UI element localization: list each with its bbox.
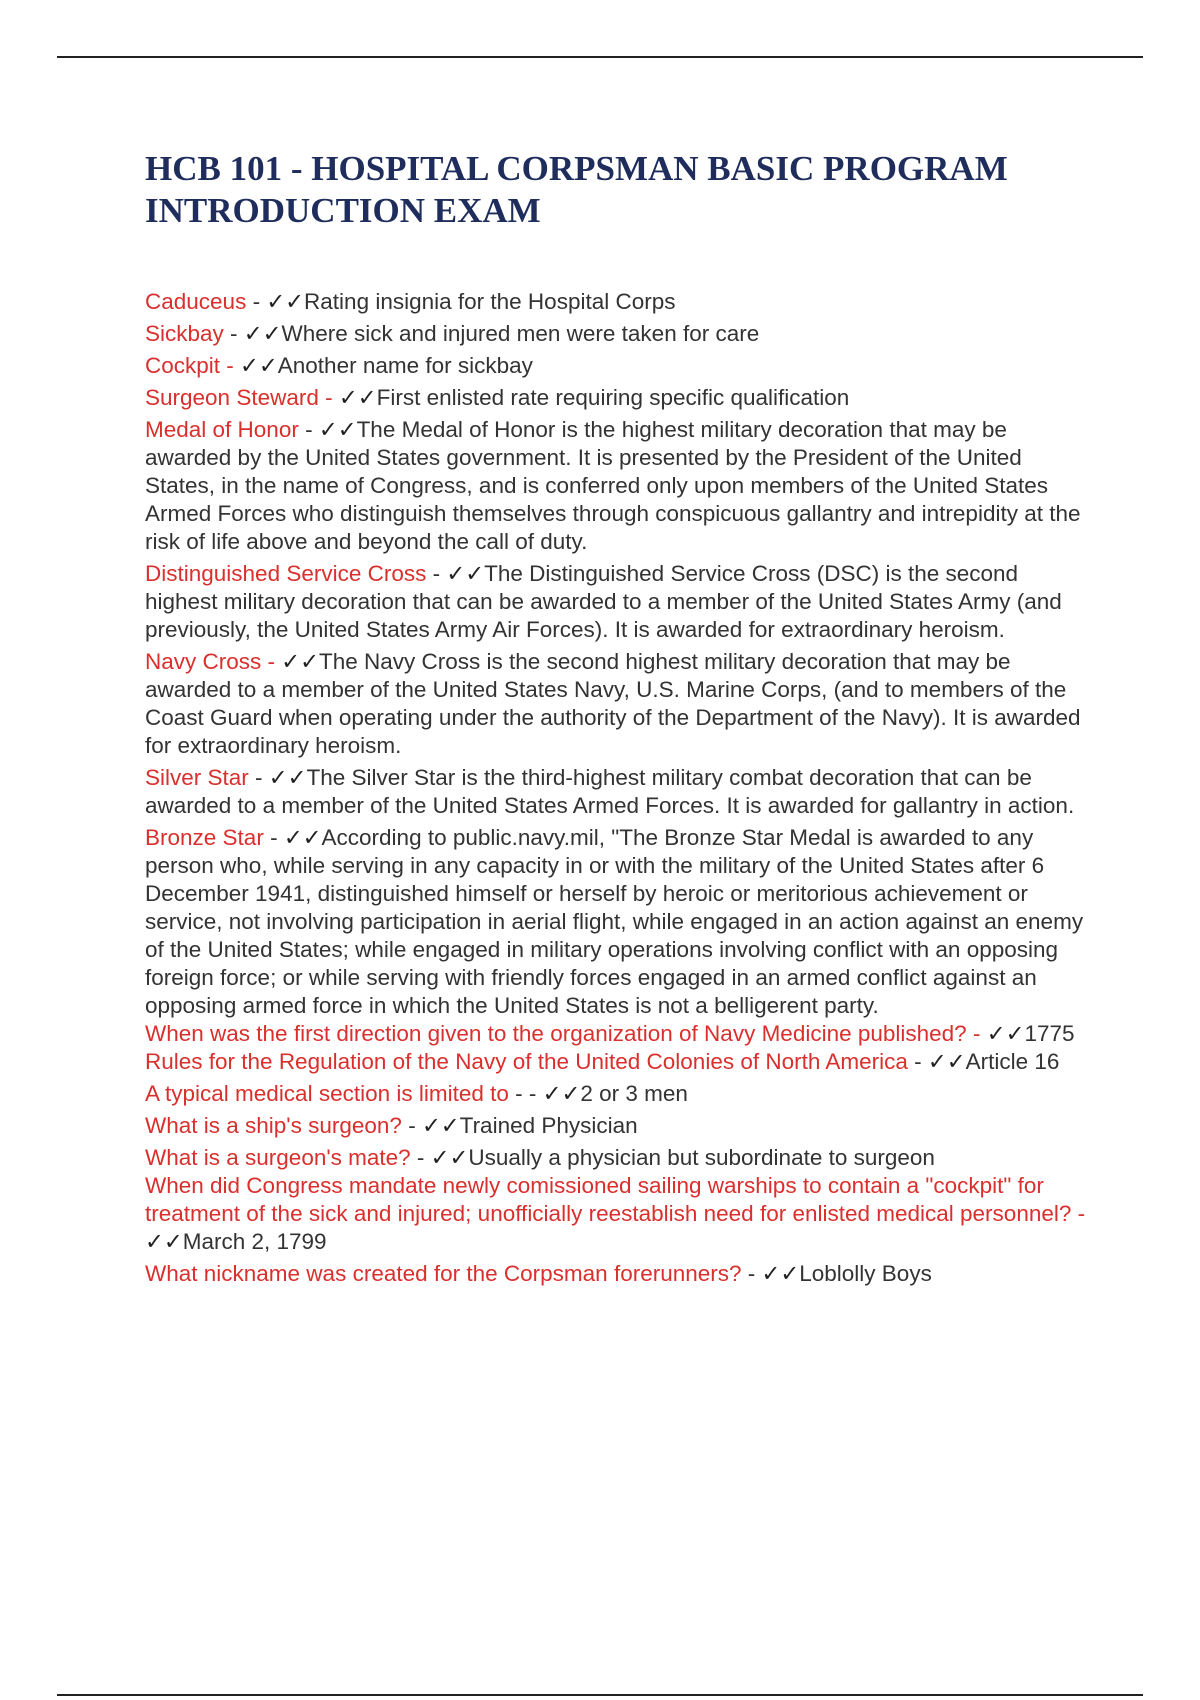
flashcard-entry [145, 1112, 1095, 1140]
answer: Article 16 [965, 1049, 1060, 1074]
flashcard-entry [145, 824, 1095, 1020]
term: Navy Cross - [145, 649, 276, 674]
flashcard-entry [145, 1080, 1095, 1108]
flashcard-entry [145, 648, 1095, 760]
answer: The Silver Star is the third-highest military combat decoration that can be awarded to a member of the United States Armed Forces. It is awarded for gallantry in action. [145, 765, 1075, 818]
check-icon: ✓✓ [145, 1229, 183, 1254]
term: When did Congress mandate newly comissioned sailing warships to contain a "cockpit" for treatment of the sick and injured; unofficially reestablish need for enlisted medical personnel? - [145, 1173, 1086, 1226]
check-icon: ✓✓ [421, 1113, 460, 1138]
answer: Loblolly Boys [799, 1261, 932, 1286]
flashcard-entry [145, 384, 1095, 412]
flashcard-entry [145, 416, 1095, 556]
check-icon: ✓✓ [542, 1081, 581, 1106]
check-icon: ✓✓ [281, 649, 319, 674]
term: Surgeon Steward - [145, 385, 333, 410]
answer: 1775 [1024, 1021, 1075, 1046]
check-icon: ✓✓ [430, 1145, 469, 1170]
check-icon: ✓✓ [283, 825, 322, 850]
term: Sickbay [145, 321, 224, 346]
term: A typical medical section is limited to [145, 1081, 509, 1106]
check-icon: ✓✓ [338, 385, 377, 410]
check-icon: ✓✓ [243, 321, 282, 346]
answer: Usually a physician but subordinate to surgeon [468, 1145, 935, 1170]
flashcard-entry [145, 288, 1095, 316]
term: Cockpit - [145, 353, 234, 378]
separator: - [410, 1145, 431, 1170]
term: Distinguished Service Cross [145, 561, 427, 586]
check-icon: ✓✓ [986, 1021, 1025, 1046]
bottom-rule [57, 1694, 1143, 1696]
flashcard-entry [145, 320, 1095, 348]
term: What is a ship's surgeon? [145, 1113, 402, 1138]
separator: - [741, 1261, 762, 1286]
answer: Another name for sickbay [277, 353, 533, 378]
top-rule [57, 56, 1143, 58]
check-icon: ✓✓ [927, 1049, 966, 1074]
answer: Where sick and injured men were taken for care [281, 321, 760, 346]
separator: - [223, 321, 244, 346]
flashcard-entry [145, 764, 1095, 820]
term: Medal of Honor [145, 417, 299, 442]
flashcard-list [145, 288, 1095, 1292]
separator: - [401, 1113, 422, 1138]
check-icon: ✓✓ [266, 289, 305, 314]
check-icon: ✓✓ [240, 353, 278, 378]
flashcard-entry [145, 560, 1095, 644]
term: What is a surgeon's mate? [145, 1145, 411, 1170]
answer: March 2, 1799 [182, 1229, 327, 1254]
separator: - [907, 1049, 928, 1074]
term: Silver Star [145, 765, 249, 790]
flashcard-entry [145, 1172, 1095, 1256]
flashcard-entry [145, 1020, 1095, 1048]
term: Caduceus [145, 289, 247, 314]
answer: The Medal of Honor is the highest military decoration that may be awarded by the United States government. It is presented by the President of the United States, in the name of Congress, and is conferred only upon members of the United States Armed Forces who distinguish themselves through conspicuous gallantry and intrepidity at the risk of life above and beyond the call of duty. [145, 417, 1081, 554]
flashcard-entry [145, 1048, 1095, 1076]
term: When was the first direction given to the organization of Navy Medicine published? - [145, 1021, 981, 1046]
answer: Trained Physician [459, 1113, 638, 1138]
answer: First enlisted rate requiring specific qualification [376, 385, 850, 410]
answer: The Navy Cross is the second highest military decoration that may be awarded to a member of the United States Navy, U.S. Marine Corps, (and to members of the Coast Guard when operating under the authority of the Department of the Navy). It is awarded for extraordinary heroism. [145, 649, 1081, 758]
separator: - - [508, 1081, 543, 1106]
flashcard-entry [145, 1260, 1095, 1288]
term: What nickname was created for the Corpsman forerunners? [145, 1261, 742, 1286]
answer: 2 or 3 men [580, 1081, 688, 1106]
term: Bronze Star [145, 825, 264, 850]
flashcard-entry [145, 352, 1095, 380]
flashcard-entry [145, 1144, 1095, 1172]
separator: - [246, 289, 267, 314]
check-icon: ✓✓ [446, 561, 485, 586]
separator: - [263, 825, 284, 850]
separator: - [248, 765, 269, 790]
term: Rules for the Regulation of the Navy of the United Colonies of North America [145, 1049, 908, 1074]
separator: - [298, 417, 319, 442]
check-icon: ✓✓ [761, 1261, 800, 1286]
check-icon: ✓✓ [318, 417, 357, 442]
check-icon: ✓✓ [268, 765, 307, 790]
separator: - [426, 561, 447, 586]
page-title: HCB 101 - HOSPITAL CORPSMAN BASIC PROGRAM INTRODUCTION EXAM [145, 149, 1008, 230]
answer: The Distinguished Service Cross (DSC) is the second highest military decoration that can be awarded to a member of the United States Army (and previously, the United States Army Air Forces). It is awarded for extraordinary heroism. [145, 561, 1062, 642]
answer: According to public.navy.mil, "The Bronze Star Medal is awarded to any person who, while serving in any capacity in or with the military of the United States after 6 December 1941, distinguished himself or herself by heroic or meritorious achievement or service, not involving participation in aerial flight, while engaged in an action against an enemy of the United States; while engaged in military operations involving conflict with an opposing foreign force; or while serving with friendly forces engaged in an armed conflict against an opposing armed force in which the United States is not a belligerent party. [145, 825, 1084, 1018]
answer: Rating insignia for the Hospital Corps [304, 289, 676, 314]
